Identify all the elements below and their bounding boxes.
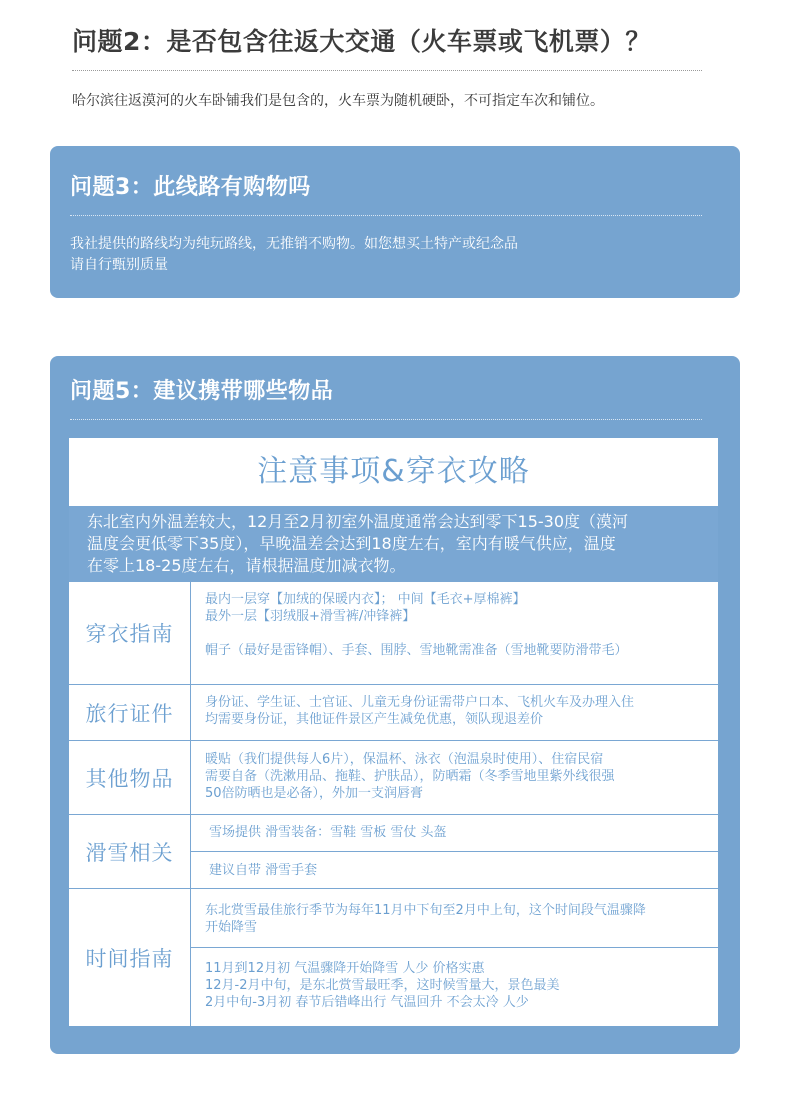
timing-label: 时间指南 [69,889,191,1026]
q2-title: 问题2：是否包含往返大交通（火车票或飞机票）？ [72,27,651,56]
q2-divider [72,70,702,71]
other-items-line: 暖贴（我们提供每人6片），保温杯、泳衣（泡温泉时使用）、住宿民宿 [205,752,604,767]
q5-title: 问题5：建议携带哪些物品 [70,379,334,404]
ski-row [69,815,718,888]
q3-card [50,146,740,298]
clothing-label: 穿衣指南 [69,582,191,684]
timing-period-line: 2月中旬-3月初 春节后错峰出行 气温回升 不会太冷 人少 [205,995,529,1010]
q3-answer-line: 请自行甄别质量 [70,257,168,273]
ski-divider [190,851,718,852]
ski-bring-own: 建议自带 滑雪手套 [209,863,318,878]
q3-title: 问题3：此线路有购物吗 [70,175,311,200]
other-items-label: 其他物品 [69,741,191,814]
clothing-line: 帽子（最好是雷锋帽）、手套、围脖、雪地靴需准备（雪地靴要防滑带毛） [205,643,628,658]
documents-line: 身份证、学生证、士官证、儿童无身份证需带户口本、飞机火车及办理入住 [205,695,635,710]
clothing-line: 最外一层【羽绒服+滑雪裤/冲锋裤】 [205,609,416,624]
documents-line: 均需要身份证，其他证件景区产生减免优惠，领队现退差价 [205,712,544,727]
other-items-content [205,751,710,802]
clothing-row [69,582,718,684]
timing-season [205,902,710,936]
other-items-line: 50倍防晒也是必备），外加一支润唇膏 [205,786,424,801]
timing-divider [190,947,718,948]
temperature-notice-line: 温度会更低零下35度），早晚温差会达到18度左右，室内有暖气供应，温度 [87,534,616,553]
q5-card [50,356,740,1054]
ski-provided: 雪场提供 滑雪装备：雪鞋 雪板 雪仗 头盔 [209,825,447,840]
other-items-line: 需要自备（洗漱用品、拖鞋、护肤品），防晒霜（冬季雪地里紫外线很强 [205,769,615,784]
packing-guide-title: 注意事项&穿衣攻略 [257,454,530,489]
clothing-line: 最内一层穿【加绒的保暖内衣】； 中间【毛衣+厚棉裤】 [205,592,526,607]
temperature-notice-line: 在零上18-25度左右，请根据温度加减衣物。 [87,556,406,575]
timing-period-line: 11月到12月初 气温骤降开始降雪 人少 价格实惠 [205,961,485,976]
q2-answer: 哈尔滨往返漠河的火车卧铺我们是包含的，火车票为随机硬卧，不可指定车次和铺位。 [72,93,604,109]
timing-period-line: 12月-2月中旬，是东北赏雪最旺季，这时候雪量大，景色最美 [205,978,560,993]
q3-answer-line: 我社提供的路线均为纯玩路线，无推销不购物。如您想买土特产或纪念品 [70,236,518,252]
temperature-notice-line: 东北室内外温差较大，12月至2月初室外温度通常会达到零下15-30度（漠河 [87,512,629,531]
packing-guide-panel [69,438,718,1026]
timing-season-line: 东北赏雪最佳旅行季节为每年11月中下旬至2月中上旬，这个时间段气温骤降 [205,903,646,918]
timing-row [69,889,718,1026]
timing-periods [205,960,710,1011]
other-items-row [69,741,718,814]
timing-season-line: 开始降雪 [205,920,258,935]
documents-label: 旅行证件 [69,685,191,740]
q3-divider [70,215,702,216]
clothing-content [205,591,710,659]
documents-row [69,685,718,740]
q3-answer [70,234,710,276]
ski-label: 滑雪相关 [69,815,191,888]
documents-content [205,694,710,728]
temperature-notice [69,506,718,582]
q5-divider [70,419,702,420]
